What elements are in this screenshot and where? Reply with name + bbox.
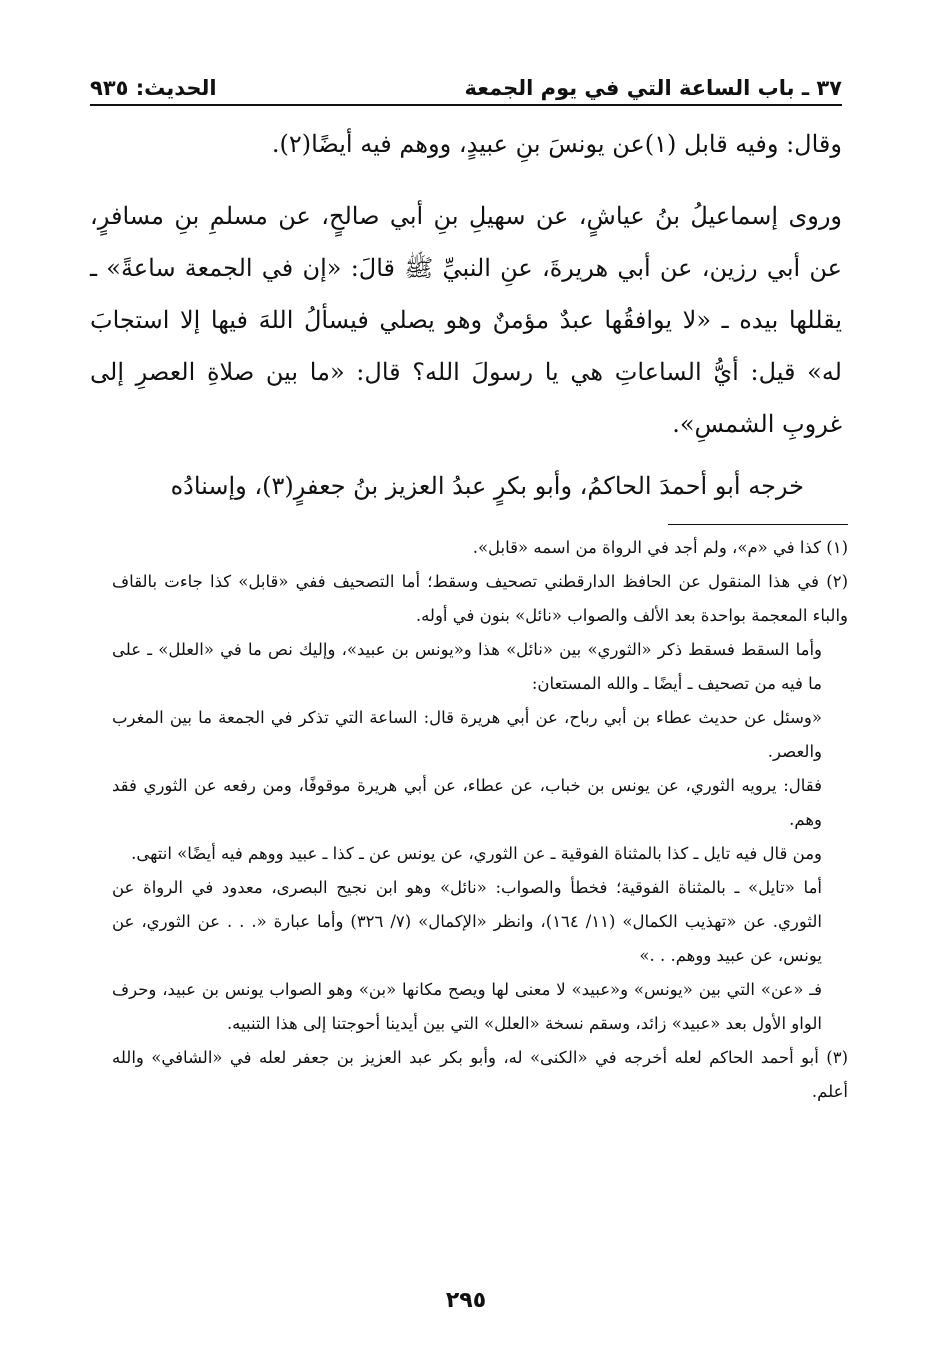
footnote-continuation: فـ «عن» التي بين «يونس» و«عبيد» لا معنى لها ويصح مكانها «بن» وهو الصواب يونس بن عبيد، وحرف الواو الأول بعد «عبيد» زائد، وسقم نسخة «العلل» التي بين أيدينا أحوجتنا إلى هذا التنبيه.: [112, 980, 822, 1033]
footnote-divider: [668, 524, 848, 525]
footnote: (٣) أبو أحمد الحاكم لعله أخرجه في «الكنى» له، وأبو بكر عبد العزيز بن جعفر لعله في «الشافي» والله أعلم.: [112, 1048, 848, 1101]
footnote-quote: «وسئل عن حديث عطاء بن أبي رباح، عن أبي هريرة قال: الساعة التي تذكر في الجمعة ما بين المغرب والعصر.: [112, 708, 822, 761]
hadith-number: الحديث: ٩٣٥: [90, 76, 217, 100]
footnote-continuation: وأما السقط فسقط ذكر «الثوري» بين «نائل» هذا و«يونس بن عبيد»، وإليك نص ما في «العلل» ـ على ما فيه من تصحيف ـ أيضًا ـ والله المستعان:: [112, 640, 822, 693]
chapter-title: ٣٧ ـ باب الساعة التي في يوم الجمعة: [464, 76, 842, 100]
main-paragraph: وقال: وفيه قابل (١)عن يونسَ بنِ عبيدٍ، ووهم فيه أيضًا(٢).: [271, 130, 842, 158]
page-number: ٢٩٥: [445, 1288, 487, 1313]
main-text: [90, 118, 842, 512]
main-paragraph: خرجه أبو أحمدَ الحاكمُ، وأبو بكرٍ عبدُ العزيز بنُ جعفرٍ(٣)، وإسنادُه: [170, 472, 804, 500]
footnote: (١) كذا في «م»، ولم أجد في الرواة من اسمه «قابل».: [472, 538, 848, 557]
footnote-continuation: أما «تايل» ـ بالمثناة الفوقية؛ فخطأ والصواب: «نائل» وهو ابن نجيح البصرى، معدود في الرواة عن الثوري. عن «تهذيب الكمال» (١١/ ١٦٤)، وانظر «الإكمال» (٧/ ٣٢٦) وأما عبارة «. . . عن الثوري، عن يونس، عن عبيد ووهم. . .»: [112, 878, 822, 965]
main-paragraph: وروى إسماعيلُ بنُ عياشٍ، عن سهيلِ بنِ أبي صالحٍ، عن مسلمِ بنِ مسافرٍ، عن أبي رزين، عن أبي هريرةَ، عنِ النبيِّ ﷺ قالَ: «إن في الجمعة ساعةً» ـ يقللها بيده ـ «لا يوافقُها عبدٌ مؤمنٌ وهو يصلي فيسألُ اللهَ فيها إلا استجابَ له» قيل: أيُّ الساعاتِ هي يا رسولَ الله؟ قال: «ما بين صلاةِ العصرِ إلى غروبِ الشمسِ».: [90, 202, 842, 438]
header-divider: [90, 104, 842, 106]
running-header: [90, 62, 842, 102]
footnotes: [112, 531, 848, 1109]
footnote-quote: فقال: يرويه الثوري، عن يونس بن خباب، عن عطاء، عن أبي هريرة موقوفًا، ومن رفعه عن الثوري فقد وهم.: [112, 776, 822, 829]
footnote: (٢) في هذا المنقول عن الحافظ الدارقطني تصحيف وسقط؛ أما التصحيف ففي «قابل» كذا جاءت بالقاف والباء المعجمة بواحدة بعد الألف والصواب «نائل» بنون في أوله.: [112, 572, 848, 625]
footnote-quote: ومن قال فيه تايل ـ كذا بالمثناة الفوقية ـ عن الثوري، عن يونس عن ـ كذا ـ عبيد ووهم فيه أيضًا» انتهى.: [131, 844, 822, 863]
